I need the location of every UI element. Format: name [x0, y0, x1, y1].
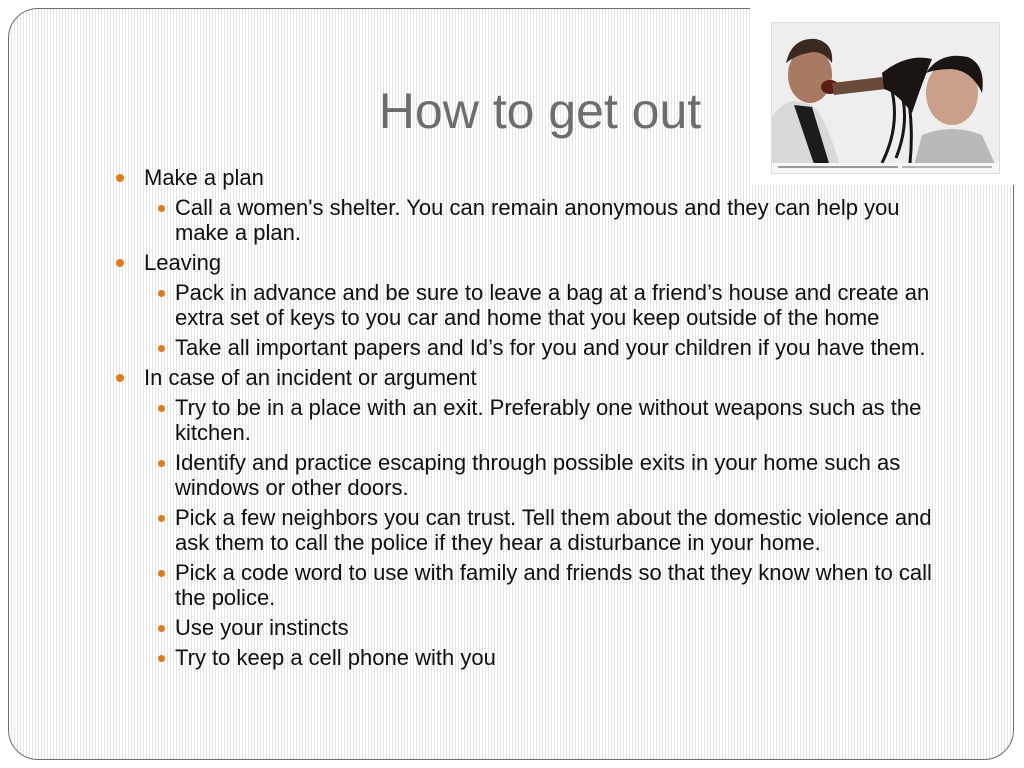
sub-list-item — [110, 395, 955, 445]
sub-list-item — [110, 645, 955, 670]
domestic-violence-photo — [771, 22, 1000, 174]
sub-list-item — [110, 195, 955, 245]
list-item-make-a-plan — [110, 165, 955, 190]
sub-list-item-text: Pick a few neighbors you can trust. Tell them about the domestic violence and ask them to call the police if they hear a disturbance in your home. — [175, 505, 932, 555]
sub-list-item-text: Identify and practice escaping through possible exits in your home such as windows or other doors. — [175, 450, 901, 500]
sub-list-item-text: Try to be in a place with an exit. Preferably one without weapons such as the kitchen. — [175, 395, 922, 445]
sub-list-item-text: Use your instincts — [175, 615, 349, 640]
sub-list-item-text: Take all important papers and Id’s for you and your children if you have them. — [175, 335, 926, 360]
sub-list-item — [110, 335, 955, 360]
bullet-icon — [158, 570, 165, 577]
bullet-icon — [158, 205, 165, 212]
photo-illustration — [772, 23, 999, 173]
sub-list-item-text: Try to keep a cell phone with you — [175, 645, 496, 670]
sub-list-item — [110, 280, 955, 330]
slide-title: How to get out — [378, 83, 702, 139]
bullet-icon — [158, 625, 165, 632]
list-item-leaving — [110, 250, 955, 275]
list-item-text: Make a plan — [144, 165, 264, 190]
bullet-icon — [158, 405, 165, 412]
bullet-icon — [158, 460, 165, 467]
list-item-incident — [110, 365, 955, 390]
bullet-icon — [116, 374, 124, 382]
bullet-list — [110, 165, 955, 675]
bullet-icon — [158, 345, 165, 352]
sub-list-item — [110, 505, 955, 555]
sub-list-item — [110, 450, 955, 500]
bullet-icon — [116, 259, 124, 267]
list-item-text: In case of an incident or argument — [144, 365, 477, 390]
bullet-icon — [158, 515, 165, 522]
bullet-icon — [158, 290, 165, 297]
list-item-text: Leaving — [144, 250, 222, 275]
sub-list-item-text: Pick a code word to use with family and friends so that they know when to call the police. — [175, 560, 932, 610]
bullet-icon — [116, 174, 124, 182]
bullet-icon — [158, 655, 165, 662]
sub-list-item — [110, 560, 955, 610]
sub-list-item — [110, 615, 955, 640]
sub-list-item-text: Call a women's shelter. You can remain anonymous and they can help you make a plan. — [175, 195, 900, 245]
sub-list-item-text: Pack in advance and be sure to leave a bag at a friend’s house and create an extra set of keys to you car and home that you keep outside of the home — [175, 280, 930, 330]
